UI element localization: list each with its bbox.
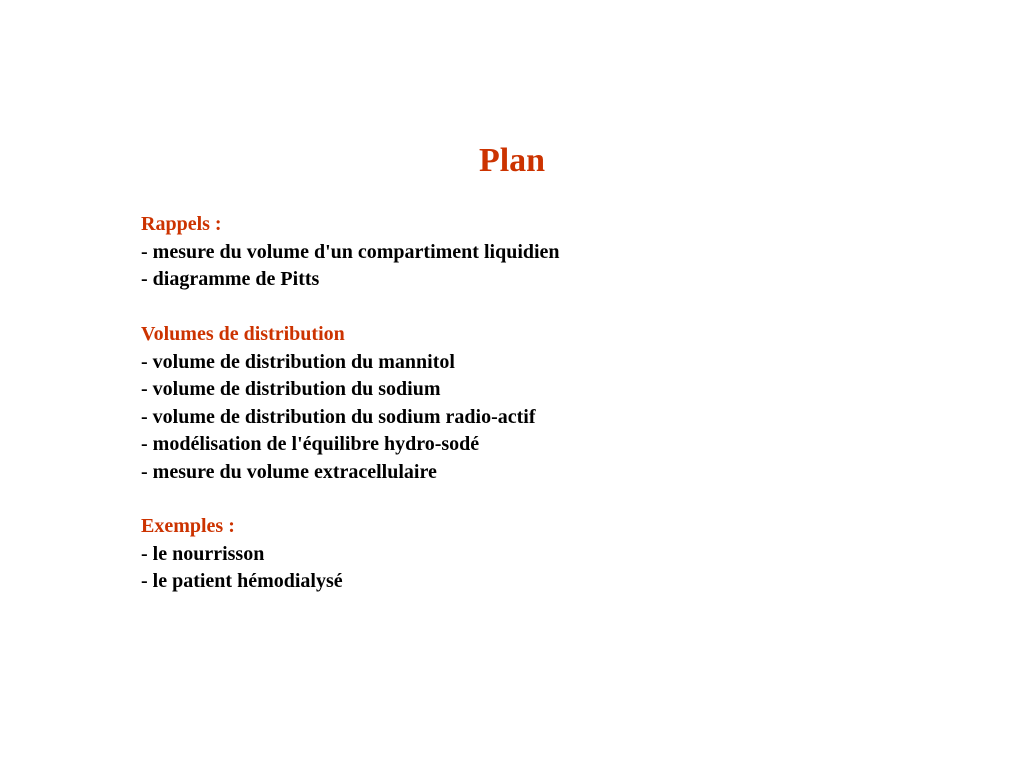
list-item: - diagramme de Pitts: [141, 268, 320, 290]
section-exemples: [141, 513, 921, 596]
section-heading: Exemples :: [141, 515, 235, 537]
section-rappels: [141, 211, 921, 294]
list-item: - mesure du volume extracellulaire: [141, 460, 437, 483]
list-item: - le patient hémodialysé: [141, 570, 343, 592]
section-volumes-de-distribution: [141, 321, 921, 486]
slide-title: Plan: [478, 142, 546, 179]
list-item: - mesure du volume d'un compartiment liquidien: [141, 240, 560, 263]
list-item: - volume de distribution du sodium: [141, 378, 441, 400]
list-item: - le nourrisson: [141, 542, 265, 565]
section-heading: Volumes de distribution: [141, 323, 345, 345]
list-item: - volume de distribution du mannitol: [141, 350, 455, 373]
list-item: - modélisation de l'équilibre hydro-sodé: [141, 433, 480, 455]
list-item: - volume de distribution du sodium radio-actif: [141, 405, 536, 428]
section-heading: Rappels :: [141, 213, 222, 235]
